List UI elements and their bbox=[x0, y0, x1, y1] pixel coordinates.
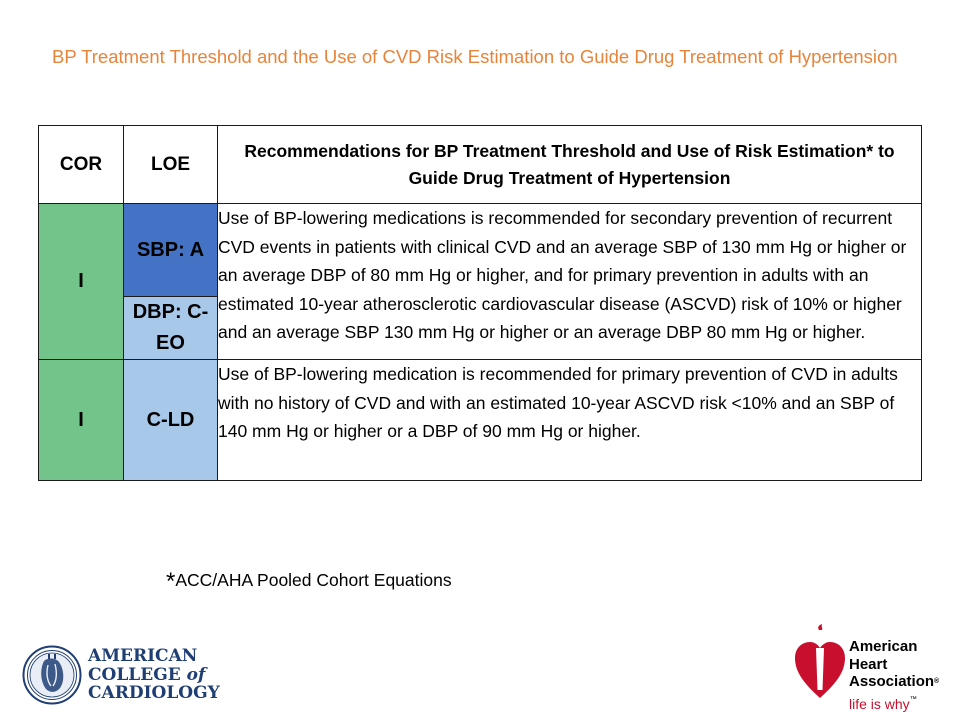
table-row bbox=[39, 204, 922, 297]
cor-cell: I bbox=[39, 360, 124, 481]
loe-cell: C-LD bbox=[124, 360, 218, 481]
header-cor: COR bbox=[39, 126, 124, 204]
footnote bbox=[166, 568, 452, 596]
loe-cell-sbp: SBP: A bbox=[124, 204, 218, 297]
header-recommendation: Recommendations for BP Treatment Threshold and Use of Risk Estimation* to Guide Drug Treatment of Hypertension bbox=[218, 126, 922, 204]
aha-registered-mark: ® bbox=[934, 678, 940, 685]
loe-cell-dbp: DBP: C-EO bbox=[124, 297, 218, 360]
footnote-text: ACC/AHA Pooled Cohort Equations bbox=[175, 570, 452, 590]
cor-cell: I bbox=[39, 204, 124, 360]
recommendation-text: Use of BP-lowering medication is recommended for primary prevention of CVD in adults with no history of CVD and with an estimated 10-year ASCVD risk <10% and an SBP of 140 mm Hg or higher or a DBP of 90 mm Hg or higher. bbox=[218, 360, 922, 481]
acc-line-2: COLLEGE bbox=[88, 664, 187, 685]
footnote-asterisk: * bbox=[166, 568, 176, 595]
aha-line-1: American bbox=[849, 638, 918, 655]
aha-line-3: Association bbox=[849, 673, 935, 690]
aha-line-2: Heart bbox=[849, 655, 888, 673]
aha-logo bbox=[793, 624, 948, 714]
header-loe: LOE bbox=[124, 126, 218, 204]
recommendations-table bbox=[38, 125, 922, 481]
acc-line-3: CARDIOLOGY bbox=[88, 683, 220, 704]
slide-title: BP Treatment Threshold and the Use of CVD Risk Estimation to Guide Drug Treatment of Hypertension bbox=[52, 46, 898, 67]
aha-tagline: life is why bbox=[849, 696, 910, 712]
recommendation-text: Use of BP-lowering medications is recommended for secondary prevention of recurrent CVD events in patients with clinical CVD and an average SBP of 130 mm Hg or higher or an average DBP of 80 mm Hg or higher, and for primary prevention in adults with an estimated 10-year atherosclerotic cardiovascular disease (ASCVD) risk of 10% or higher and an average SBP 130 mm Hg or higher or an average DBP 80 mm Hg or higher. bbox=[218, 204, 922, 360]
acc-line-1: AMERICAN bbox=[88, 646, 198, 667]
acc-seal-icon bbox=[22, 645, 82, 705]
table-header-row bbox=[39, 126, 922, 204]
table-row bbox=[39, 360, 922, 481]
acc-logo bbox=[22, 644, 220, 706]
aha-trademark: ™ bbox=[909, 696, 917, 703]
heart-torch-icon bbox=[793, 624, 847, 702]
acc-line-2-of: of bbox=[186, 664, 206, 685]
